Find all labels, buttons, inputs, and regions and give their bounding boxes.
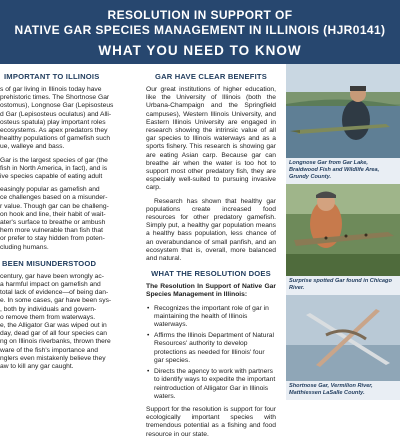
text-line: prehistoric times. The Shortnose Gar <box>0 94 110 102</box>
list-item: • Recognizes the important role of gar in maintaining the health of Illinois waterways. <box>146 305 276 330</box>
text-line: a harmful impact on gamefish and <box>0 281 101 289</box>
text-line: century, gar have been wrongly ac- <box>0 272 104 280</box>
list-item: • Affirms the Illinois Department of Natural Resources' authority to develop protections as needed for Illinois' four gar species. <box>146 332 276 365</box>
paragraph-research: Our great institutions of higher education, like the University of Illinois (both the Urbana-Champaign and the Springfield campuses), Western Illinois University, and Eastern Illinois University are engaged in research showing the intrinsic value of all gar species to Illinois waterways and as a sports fishery. This research is showing gar are eating Asian carp. Because gar can breathe air when the water is too hot to support most other predatory fish, they are especially well-suited to pursuing invasive carp. <box>146 86 276 192</box>
heading-misunderstood <box>0 259 132 269</box>
text-line: ue, walleye and bass. <box>0 143 65 151</box>
heading-text: IMPORTANT TO ILLINOIS <box>4 72 100 81</box>
text-line: osteus spatula) play important roles <box>0 118 106 126</box>
text-line: d Gar (Lepisosteus oculatus) and Alli- <box>0 110 112 118</box>
header-title-line1: RESOLUTION IN SUPPORT OF <box>107 8 293 22</box>
text-line: ce challenges based on a misunder- <box>0 194 108 202</box>
paragraph-misunderstood <box>0 273 132 371</box>
photo-shortnose-gar <box>286 295 400 400</box>
paragraph-gamefish <box>0 186 132 252</box>
photo-sidebar <box>286 64 400 400</box>
spotted-gar-photo <box>286 184 400 276</box>
middle-column <box>140 64 280 444</box>
header-subtitle: WHAT YOU NEED TO KNOW <box>98 43 302 58</box>
text-line: cluding humans. <box>0 243 49 251</box>
text-line: nglers even mistakenly believe they <box>0 354 106 362</box>
paragraph-gar-history <box>0 86 132 152</box>
text-line: ater's surface to breathe or ambush <box>0 219 106 227</box>
list-item: • Directs the agency to work with partners to identify ways to expedite the important reintroduction of Alligator Gar in Illinois waters. <box>146 368 276 401</box>
text-line: s of gar living in Illinois today have <box>0 86 102 93</box>
text-line: , both by individuals and govern- <box>0 305 97 313</box>
text-line: Gar is the largest species of gar (the <box>0 156 108 164</box>
text-line: or prefer to stay hidden from poten- <box>0 235 105 243</box>
longnose-gar-photo <box>286 64 400 158</box>
photo-caption: Shortnose Gar, Vermilion River, Matthiessen LaSalle County. <box>289 383 373 396</box>
photo-caption: Surprise spotted Gar found in Chicago River. <box>289 278 392 291</box>
photo-spotted-gar <box>286 184 400 295</box>
text-line: ecosystems. As apex predators they <box>0 127 108 135</box>
text-line: o remove them from waterways. <box>0 313 96 321</box>
heading-clear-benefits: GAR HAVE CLEAR BENEFITS <box>154 72 268 81</box>
text-line: fish in North America, in fact), and is <box>0 164 108 172</box>
resolution-bullet-list <box>146 305 276 401</box>
paragraph-closing: Support for the resolution is support for four ecologically important species with tremendous potential as a fishing and food resource in our state. <box>146 405 276 438</box>
resolution-intro: The Resolution In Support of Native Gar Species Management in Illinois: <box>146 283 276 299</box>
text-line: easingly popular as gamefish and <box>0 186 100 194</box>
text-line: healthy populations of gamefish such <box>0 135 111 143</box>
text-line: r value. Though gar can be challeng- <box>0 202 109 210</box>
text-line: ostomus), Longnose Gar (Lepisosteus <box>0 102 114 110</box>
photo-longnose-gar <box>286 64 400 184</box>
text-line: aw to kill any gar caught. <box>0 363 74 371</box>
text-line: e, the Alligator Gar was wiped out in <box>0 322 107 330</box>
photo-caption: Longnose Gar from Gar Lake, Braidwood Fish and Wildlife Area, Grundy County. <box>289 160 380 180</box>
page-header <box>0 0 400 64</box>
text-line: e. In some cases, gar have been sys- <box>0 297 112 305</box>
text-line: total lack of evidence—of being dan- <box>0 289 109 297</box>
text-line: hem more vulnerable than fish that <box>0 227 103 235</box>
paragraph-alligator-gar <box>0 157 132 182</box>
text-line: day, dead gar of all four species can <box>0 330 107 338</box>
header-title-line2: NATIVE GAR SPECIES MANAGEMENT IN ILLINOIS (HJR0141) <box>14 23 386 37</box>
heading-resolution-does: WHAT THE RESOLUTION DOES <box>151 269 271 279</box>
text-line: on hook and line, their habit of wait- <box>0 210 106 218</box>
heading-text: BEEN MISUNDERSTOOD <box>2 258 97 268</box>
text-line: ive species capable of eating adult <box>0 173 103 181</box>
heading-important-to-illinois <box>0 72 132 82</box>
text-line: ware of the fish's importance and <box>0 346 98 354</box>
paragraph-healthy-populations: Research has shown that healthy gar populations create increased food resources for other predatory gamefish. Simply put, a healthy gar population means a healthy bass population, less chance of an overabundance of small panfish, and an ecosystem that is, overall, more balanced and natural. <box>146 197 276 263</box>
left-column <box>0 64 138 371</box>
shortnose-gar-photo <box>286 295 400 381</box>
text-line: ng on Illinois riverbanks, thrown there <box>0 338 111 346</box>
